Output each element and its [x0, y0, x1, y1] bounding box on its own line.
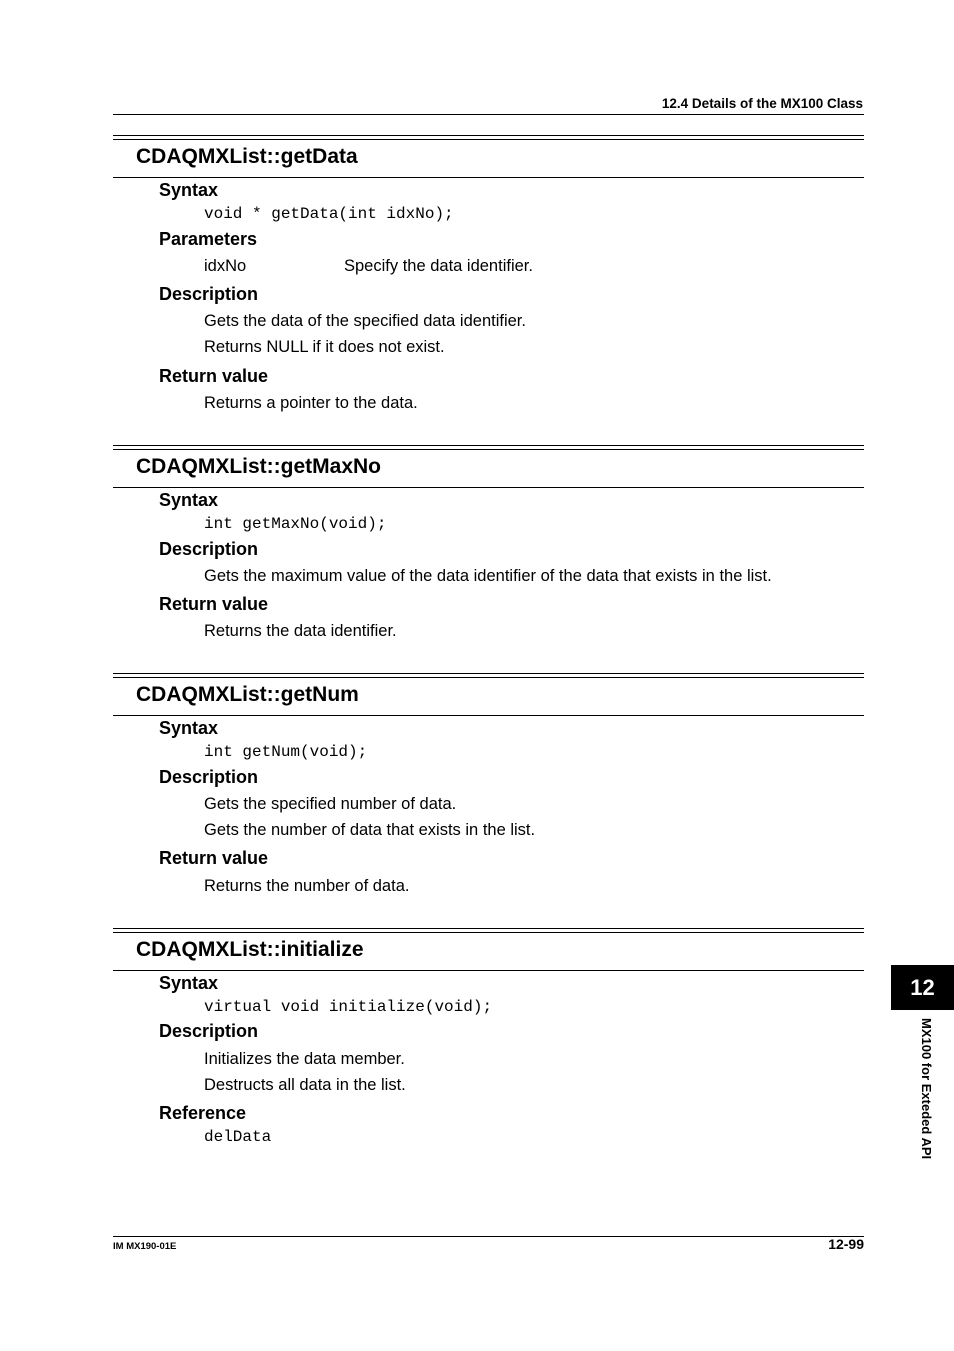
description-line: Gets the maximum value of the data identifier of the data that exists in the list. [204, 567, 772, 585]
header-rule [113, 114, 864, 115]
return-value: Returns the data identifier. [204, 622, 397, 640]
syntax-code: void * getData(int idxNo); [204, 205, 454, 223]
description-line: Initializes the data member. [204, 1050, 405, 1068]
section-title-getdata: CDAQMXList::getData [136, 145, 358, 168]
return-label: Return value [159, 594, 269, 614]
section-rule-bottom [113, 177, 864, 178]
syntax-code: int getNum(void); [204, 743, 368, 761]
return-value: Returns a pointer to the data. [204, 394, 418, 412]
section-rule-top-2 [113, 139, 864, 140]
return-label: Return value [159, 366, 269, 386]
reference-label: Reference [159, 1103, 247, 1123]
param-name: idxNo [204, 257, 247, 275]
syntax-code: int getMaxNo(void); [204, 515, 387, 533]
footer-rule [113, 1236, 864, 1237]
section-rule-bottom [113, 715, 864, 716]
description-label: Description [159, 1021, 259, 1041]
doc-id: IM MX190-01E [113, 1241, 177, 1252]
description-line: Gets the specified number of data. [204, 795, 457, 813]
syntax-label: Syntax [159, 180, 219, 200]
section-title-getnum: CDAQMXList::getNum [136, 683, 359, 706]
return-label: Return value [159, 848, 269, 868]
description-label: Description [159, 284, 259, 304]
description-label: Description [159, 539, 259, 559]
chapter-number: 12 [910, 974, 935, 1000]
section-title-initialize: CDAQMXList::initialize [136, 938, 364, 961]
chapter-tab-label: MX100 for Exteded API [919, 1018, 934, 1160]
running-header: 12.4 Details of the MX100 Class [661, 96, 863, 111]
description-line: Gets the data of the specified data identifier. [204, 312, 526, 330]
syntax-label: Syntax [159, 718, 219, 738]
page-number: 12-99 [828, 1236, 864, 1252]
chapter-tab [891, 965, 954, 1010]
section-rule-top [113, 135, 864, 136]
reference-code: delData [204, 1128, 272, 1146]
param-description: Specify the data identifier. [344, 257, 533, 275]
section-rule-top [113, 928, 864, 929]
section-rule-bottom [113, 487, 864, 488]
description-label: Description [159, 767, 259, 787]
section-rule-top-2 [113, 449, 864, 450]
description-line: Destructs all data in the list. [204, 1076, 406, 1094]
syntax-code: virtual void initialize(void); [204, 998, 493, 1016]
syntax-label: Syntax [159, 490, 219, 510]
syntax-label: Syntax [159, 973, 219, 993]
description-line: Gets the number of data that exists in the list. [204, 821, 536, 839]
section-rule-bottom [113, 970, 864, 971]
section-title-getmaxno: CDAQMXList::getMaxNo [136, 455, 381, 478]
section-rule-top-2 [113, 932, 864, 933]
return-value: Returns the number of data. [204, 877, 410, 895]
section-rule-top-2 [113, 677, 864, 678]
section-rule-top [113, 445, 864, 446]
description-line: Returns NULL if it does not exist. [204, 338, 445, 356]
section-rule-top [113, 673, 864, 674]
parameters-label: Parameters [159, 229, 258, 249]
